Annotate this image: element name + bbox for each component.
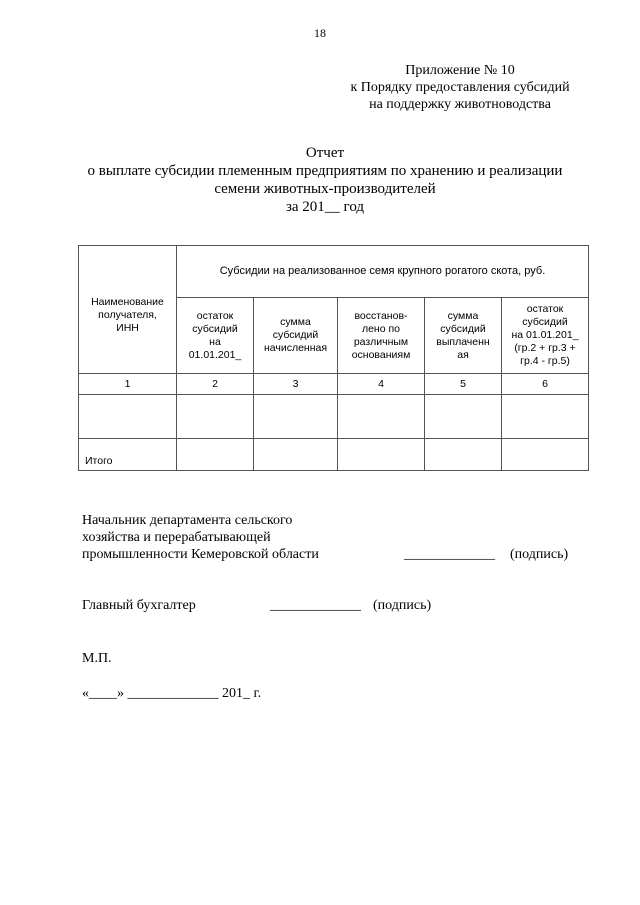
subheader-line: 01.01.201_ [188,348,242,361]
title-line-4: за 201__ год [285,199,365,215]
column-number-1: 1 [79,374,177,395]
accountant-signature-blank: _____________ [270,598,361,613]
total-cell[interactable] [338,439,425,471]
column-number-4: 4 [338,374,425,395]
subheader-col-4 [338,298,425,374]
report-table [78,245,589,471]
header-recipient-line: ИНН [116,322,139,334]
total-label: Итого [79,439,177,471]
subheader-line: выплаченн [436,335,490,348]
appendix-header [330,62,590,113]
subheader-line: на 01.01.201_ [511,329,579,341]
subheader-line: начисленная [263,342,328,354]
accountant-label: Главный бухгалтер [82,598,196,613]
total-cell[interactable] [502,439,589,471]
table-row [79,395,589,439]
title-line-3: семени животных-производителей [214,181,436,197]
column-number-5: 5 [425,374,502,395]
subheader-line: ая [457,348,469,361]
data-cell[interactable] [338,395,425,439]
accountant-signature-label: (подпись) [373,598,432,613]
total-cell[interactable] [254,439,338,471]
appendix-line-3: на поддержку животноводства [369,97,551,112]
data-cell[interactable] [425,395,502,439]
head-line-2: хозяйства и перерабатывающей [82,530,271,545]
subheader-line: субсидий [522,316,568,328]
total-cell[interactable] [425,439,502,471]
head-signature-blank: _____________ [404,547,495,562]
subheader-line: субсидий [440,322,486,335]
column-number-2: 2 [177,374,254,395]
subheader-line: лено по [361,322,401,335]
subheader-line: различным [353,335,409,348]
column-number-3: 3 [254,374,338,395]
total-cell[interactable] [177,439,254,471]
subheader-col-6 [502,298,589,374]
date-line: «____» _____________ 201_ г. [82,686,262,701]
data-cell[interactable] [254,395,338,439]
appendix-line-2: к Порядку предоставления субсидий [350,80,570,95]
data-cell[interactable] [502,395,589,439]
stamp-place: М.П. [82,651,112,666]
subheader-col-5 [425,298,502,374]
data-cell[interactable] [177,395,254,439]
header-subsidy-group: Субсидии на реализованное семя крупного рогатого скота, руб. [177,246,589,298]
subheader-line: восстанов- [354,309,408,322]
title-line-2: о выплате субсидии племенным предприятиям по хранению и реализации [87,163,563,179]
header-recipient-line: получателя, [98,309,157,321]
subheader-col-2 [177,298,254,374]
total-row [79,439,589,471]
page-number: 18 [314,26,326,40]
subheader-line: сумма [280,316,311,328]
head-signature-label: (подпись) [510,547,569,562]
data-cell[interactable] [79,395,177,439]
title-line-1: Отчет [305,145,345,161]
header-recipient-line: Наименование [91,296,164,308]
subheader-line: остаток [526,303,564,315]
subheader-line: субсидий [272,329,319,341]
appendix-line-1: Приложение № 10 [405,63,515,78]
head-line-1: Начальник департамента сельского [82,513,293,528]
head-title [82,512,319,563]
report-title [60,144,590,216]
subheader-line: (гр.2 + гр.3 + [514,342,576,354]
subheader-line: остаток [196,309,234,322]
column-number-6: 6 [502,374,589,395]
subheader-line: сумма [447,309,479,322]
subheader-col-3 [254,298,338,374]
subheader-line: на [209,335,221,348]
head-line-3: промышленности Кемеровской области [82,547,319,562]
header-recipient [79,246,177,374]
subheader-line: субсидий [192,322,238,335]
subheader-line: основаниям [351,348,411,361]
subheader-line: гр.4 - гр.5) [520,355,570,367]
